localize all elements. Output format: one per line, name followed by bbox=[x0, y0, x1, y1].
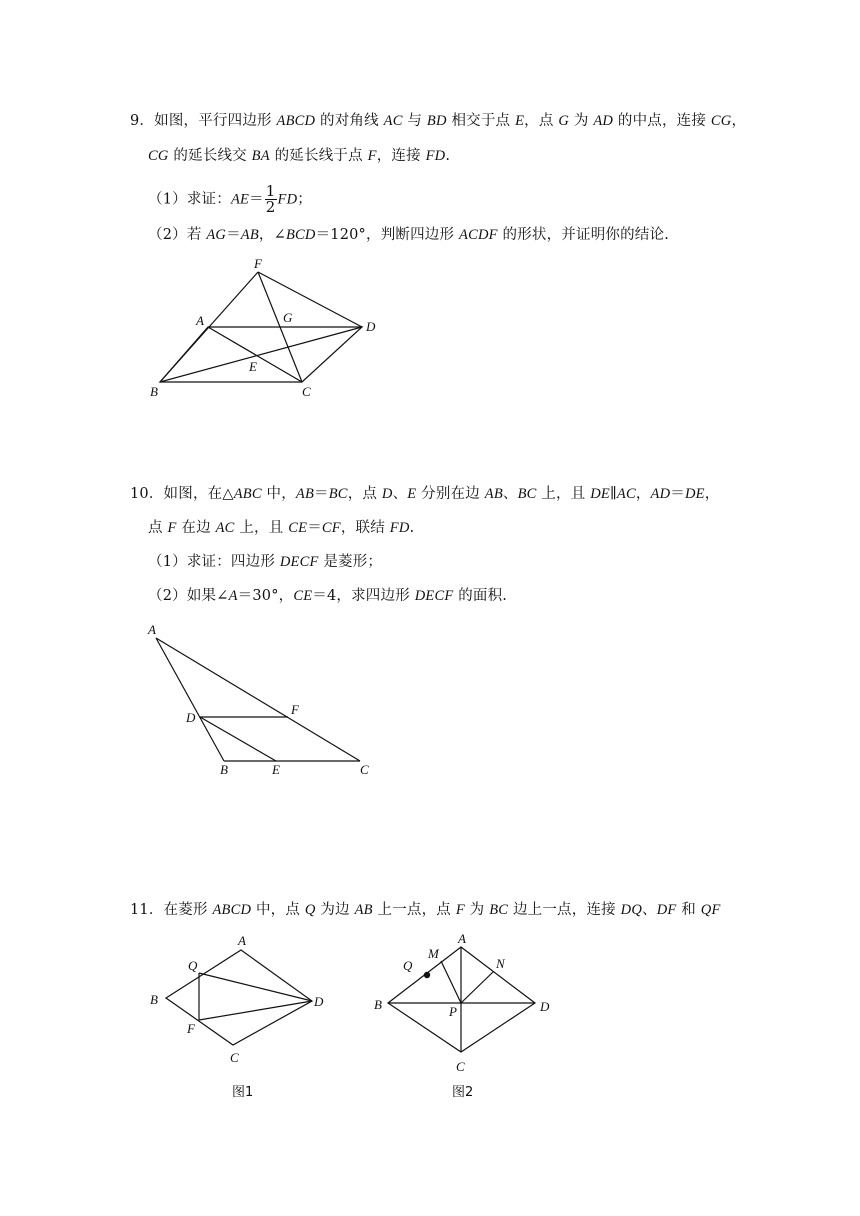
q11-fig2-label-N: N bbox=[496, 956, 505, 971]
half-fraction: $\frac{1}{2}$ bbox=[265, 182, 276, 216]
q9-label-D: D bbox=[366, 319, 376, 334]
q10-label-E: E bbox=[272, 762, 280, 777]
q11-fig2-line-MP bbox=[441, 961, 461, 1003]
q9-part1: （1）求证：AE＝ $\frac{1}{2}$ FD； bbox=[148, 182, 312, 216]
q11-fig2-label-B: B bbox=[374, 997, 382, 1012]
q10-label-A: A bbox=[148, 622, 156, 637]
q10-label-F: F bbox=[291, 702, 299, 717]
q11-line1: 11．在菱形 ABCD 中，点 Q 为边 AB 上一点，点 F 为 BC 边上一点，连接 DQ、DF 和 QF bbox=[130, 902, 721, 918]
q10-line-AB bbox=[156, 638, 224, 761]
q9-label-G: G bbox=[283, 310, 293, 325]
q10-line2: 点 F 在边 AC 上，且 CE＝CF，联结 FD. bbox=[148, 520, 415, 536]
q11-fig2-label-C: C bbox=[456, 1059, 465, 1074]
q10-line-AC bbox=[156, 638, 360, 761]
q11-fig1-label-F: F bbox=[187, 1021, 195, 1036]
q11-fig2-label-D: D bbox=[540, 999, 550, 1014]
q9-line-FD bbox=[258, 272, 362, 327]
q9-label-F: F bbox=[254, 256, 262, 271]
q9-part2: （2）若 AG＝AB，∠BCD＝120°，判断四边形 ACDF 的形状，并证明你的结论. bbox=[148, 227, 670, 243]
q11-fig1-label-A: A bbox=[238, 933, 246, 948]
q11-fig2-caption: 图2 bbox=[452, 1085, 474, 1100]
q9-label-A: A bbox=[196, 313, 204, 328]
q10-part2: （2）如果∠A＝30°，CE＝4，求四边形 DECF 的面积. bbox=[148, 588, 508, 604]
q10-label-C: C bbox=[360, 762, 369, 777]
q9-label-E: E bbox=[249, 359, 257, 374]
q10-label-B: B bbox=[220, 762, 228, 777]
q11-fig2-label-Q: Q bbox=[403, 958, 413, 973]
q9-line1: 9．如图，平行四边形 ABCD 的对角线 AC 与 BD 相交于点 E，点 G 为 AD 的中点，连接 CG， bbox=[130, 113, 747, 129]
q9-line2: CG 的延长线交 BA 的延长线于点 F，连接 FD. bbox=[148, 148, 451, 164]
q11-fig2-label-M: M bbox=[428, 946, 439, 961]
q11-fig1-caption: 图1 bbox=[232, 1085, 254, 1100]
q11-fig1-label-B: B bbox=[150, 992, 158, 1007]
q11-fig1-line-QD bbox=[199, 973, 312, 1001]
q10-part1: （1）求证：四边形 DECF 是菱形； bbox=[148, 554, 383, 570]
q11-fig2-label-P: P bbox=[449, 1004, 457, 1019]
q11-fig1-label-C: C bbox=[230, 1050, 239, 1065]
q10-line1: 10．如图，在△ABC 中，AB＝BC，点 D、E 分别在边 AB、BC 上，且 DE∥AC，AD＝DE， bbox=[130, 486, 720, 502]
q9-label-B: B bbox=[150, 384, 158, 399]
q9-label-C: C bbox=[302, 384, 311, 399]
q11-fig2-line-NP bbox=[461, 972, 493, 1003]
q11-fig1-label-Q: Q bbox=[188, 958, 198, 973]
q11-fig2-label-A: A bbox=[458, 931, 466, 946]
q10-label-D: D bbox=[186, 710, 196, 725]
q11-fig1-label-D: D bbox=[314, 994, 324, 1009]
q11-fig2-point-Q bbox=[424, 972, 430, 978]
